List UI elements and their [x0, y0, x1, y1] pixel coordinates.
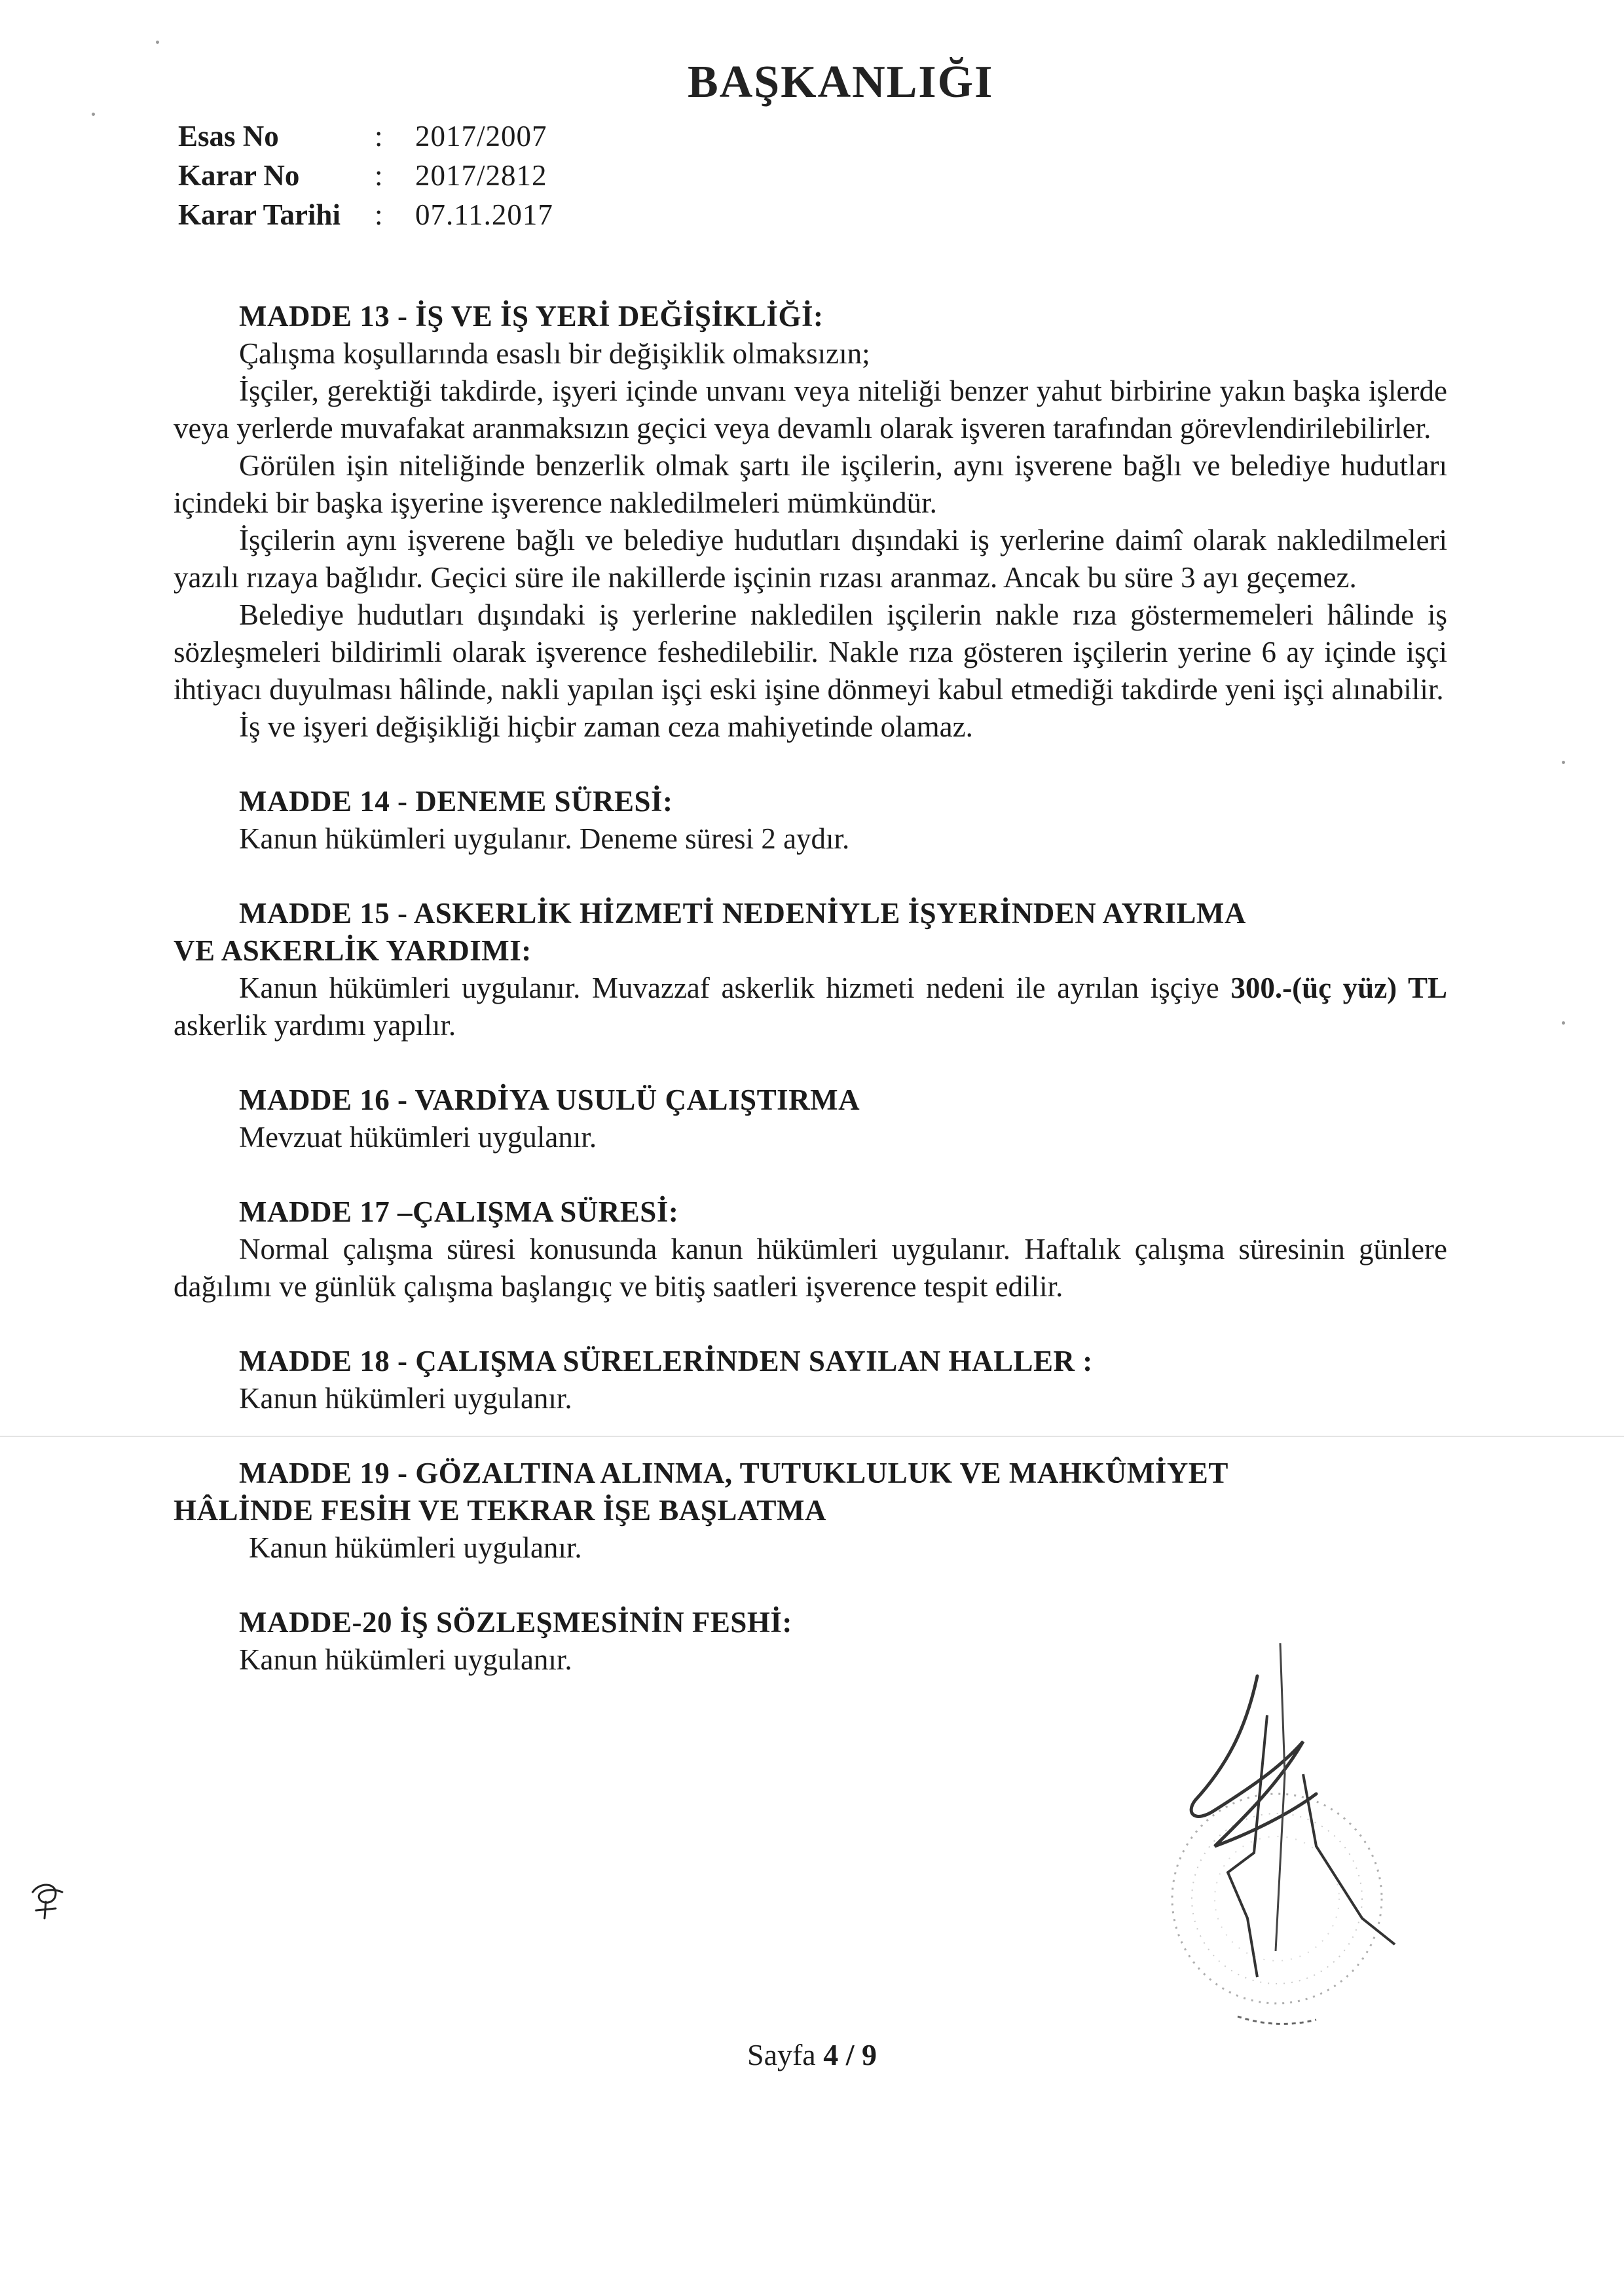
article-title-line-1: MADDE 19 - GÖZALTINA ALINMA, TUTUKLULUK VE MAHKÛMİYET — [239, 1457, 1228, 1489]
article-text-after: askerlik yardımı yapılır. — [174, 1009, 456, 1042]
meta-sep: : — [375, 159, 383, 192]
meta-row-karar — [178, 156, 553, 195]
article-paragraph: İş ve işyeri değişikliği hiçbir zaman ceza mahiyetinde olamaz. — [239, 710, 973, 743]
article-title: MADDE 17 –ÇALIŞMA SÜRESİ: — [239, 1195, 679, 1228]
scan-speck — [156, 41, 159, 44]
page-footer — [694, 2037, 930, 2072]
article-paragraph: Belediye hudutları dışındaki iş yerlerine nakledilen işçilerin nakle rıza göstermemeleri hâlinde iş sözleşmeleri bildirimli olarak işverence feshedilebilir. Nakle rıza gösteren işçilerin yerine 6 ay içinde işçi ihtiyacı duyulması hâlinde, nakli yapılan işçi eski işine dönmeyi kabul etmediği takdirde yeni işçi alınabilir. — [174, 598, 1447, 706]
article-text — [174, 970, 1447, 1044]
header-cut-off-text — [688, 57, 994, 118]
scan-speck — [1562, 1021, 1565, 1025]
meta-value: 2017/2007 — [415, 120, 547, 153]
article-16 — [174, 1082, 1447, 1156]
meta-row-tarih — [178, 195, 553, 234]
meta-value: 07.11.2017 — [415, 198, 553, 231]
article-text: Kanun hükümleri uygulanır. — [249, 1531, 582, 1564]
document-body — [174, 298, 1447, 1716]
article-title: MADDE-20 İŞ SÖZLEŞMESİNİN FESHİ: — [239, 1606, 792, 1639]
article-text-amount: 300.-(üç yüz) TL — [1230, 972, 1447, 1004]
meta-value: 2017/2812 — [415, 159, 547, 192]
article-18 — [174, 1343, 1447, 1417]
meta-sep: : — [375, 120, 383, 153]
article-title: MADDE 18 - ÇALIŞMA SÜRELERİNDEN SAYILAN HALLER : — [239, 1345, 1093, 1377]
article-title: MADDE 13 - İŞ VE İŞ YERİ DEĞİŞİKLİĞİ: — [239, 300, 824, 333]
meta-key: Karar Tarihi — [178, 198, 341, 231]
article-13 — [174, 298, 1447, 746]
article-title-line-1: MADDE 15 - ASKERLİK HİZMETİ NEDENİYLE İŞYERİNDEN AYRILMA — [239, 897, 1246, 930]
article-title-line-2: VE ASKERLİK YARDIMI: — [174, 934, 532, 967]
scan-speck — [1562, 761, 1565, 764]
meta-key: Esas No — [178, 120, 279, 153]
article-19 — [174, 1455, 1447, 1567]
article-text: Kanun hükümleri uygulanır. Deneme süresi 2 aydır. — [239, 822, 850, 855]
signature-stamp-icon — [1080, 1637, 1447, 2043]
article-text: Kanun hükümleri uygulanır. — [239, 1382, 572, 1415]
article-paragraph: Görülen işin niteliğinde benzerlik olmak şartı ile işçilerin, aynı işverene bağlı ve belediye hudutları içindeki bir başka işyerine işverence nakledilmeleri mümkündür. — [174, 449, 1447, 519]
meta-key: Karar No — [178, 159, 300, 192]
header-fragment: BAŞKANLIĞI — [688, 57, 994, 107]
article-text: Mevzuat hükümleri uygulanır. — [239, 1121, 597, 1154]
article-title: MADDE 16 - VARDİYA USULÜ ÇALIŞTIRMA — [239, 1084, 860, 1116]
article-paragraph: İşçiler, gerektiği takdirde, işyeri içinde unvanı veya niteliği benzer yahut birbirine yakın başka işlerde veya yerlerde muvafakat aranmaksızın geçici veya devamlı olarak işveren tarafından görevlendirilebilirler. — [174, 374, 1447, 445]
initial-mark-icon — [26, 1872, 79, 1925]
article-17 — [174, 1194, 1447, 1305]
meta-row-esas — [178, 117, 553, 156]
article-text-before: Kanun hükümleri uygulanır. Muvazzaf askerlik hizmeti nedeni ile ayrılan işçiye — [239, 972, 1231, 1004]
article-text: Kanun hükümleri uygulanır. — [239, 1643, 572, 1676]
article-title-line-2: HÂLİNDE FESİH VE TEKRAR İŞE BAŞLATMA — [174, 1494, 826, 1527]
page-number: 4 / 9 — [823, 2038, 877, 2071]
article-paragraph: İşçilerin aynı işverene bağlı ve belediye hudutları dışındaki iş yerlerine daimî olarak nakledilmeleri yazılı rızaya bağlıdır. Geçici süre ile nakillerde işçinin rızası aranmaz. Ancak bu süre 3 ayı geçemez. — [174, 524, 1447, 594]
page-label: Sayfa — [747, 2038, 816, 2071]
scan-speck — [92, 113, 95, 116]
article-title: MADDE 14 - DENEME SÜRESİ: — [239, 785, 673, 818]
article-text: Normal çalışma süresi konusunda kanun hükümleri uygulanır. Haftalık çalışma süresinin günlere dağılımı ve günlük çalışma başlangıç ve bitiş saatleri işverence tespit edilir. — [174, 1233, 1447, 1303]
case-metadata — [178, 117, 553, 234]
article-15 — [174, 895, 1447, 1044]
article-14 — [174, 783, 1447, 858]
meta-sep: : — [375, 198, 383, 231]
article-paragraph: Çalışma koşullarında esaslı bir değişiklik olmaksızın; — [239, 337, 870, 370]
